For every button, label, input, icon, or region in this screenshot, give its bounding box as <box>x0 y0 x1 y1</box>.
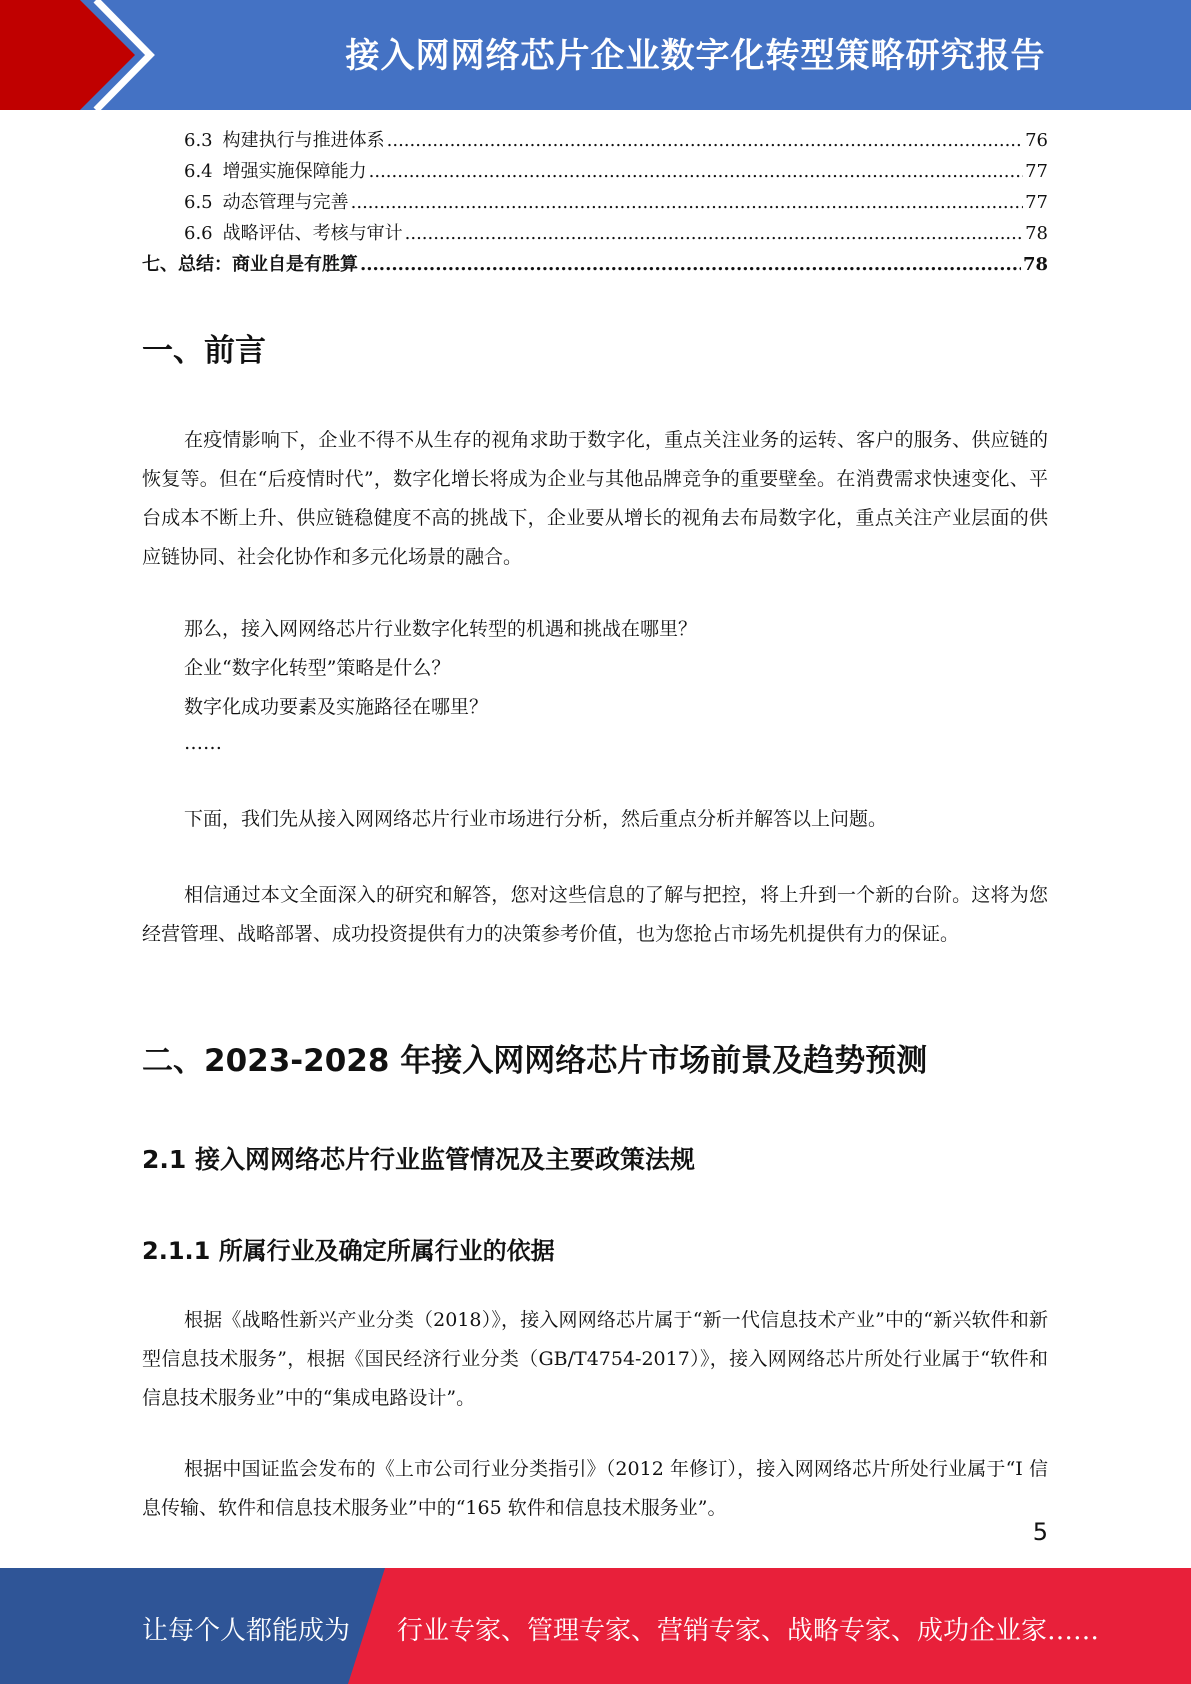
question-line: 数字化成功要素及实施路径在哪里？ <box>184 696 489 718</box>
footer-slogan-right: 行业专家、管理专家、营销专家、战略专家、成功企业家…… <box>397 1616 1100 1646</box>
paragraph: 根据《战略性新兴产业分类（2018）》，接入网网络芯片属于“新一代信息技术产业”中的“新兴软件和新型信息技术服务”，根据《国民经济行业分类（GB/T4754-2017）》，接入网网络芯片所处行业属于“软件和信息技术服务业”中的“集成电路设计”。 <box>142 1309 1048 1409</box>
question-line: 企业“数字化转型”策略是什么？ <box>184 657 451 679</box>
subsubsection-heading: 2.1.1 所属行业及确定所属行业的依据 <box>142 1237 555 1265</box>
section-heading: 二、2023-2028 年接入网网络芯片市场前景及趋势预测 <box>142 1043 928 1079</box>
toc <box>142 125 1048 280</box>
toc-item[interactable] <box>142 218 1048 249</box>
toc-page: 78 <box>1022 254 1048 275</box>
toc-page: 77 <box>1025 161 1048 182</box>
paragraph: 下面，我们先从接入网网络芯片行业市场进行分析，然后重点分析并解答以上问题。 <box>184 808 888 830</box>
toc-page: 78 <box>1025 223 1048 244</box>
toc-title: 动态管理与完善 <box>222 192 349 213</box>
toc-leader <box>369 156 1023 187</box>
toc-leader <box>405 218 1023 249</box>
section-heading: 一、前言 <box>142 333 266 369</box>
footer-banner <box>0 1568 1191 1684</box>
paragraph: 在疫情影响下，企业不得不从生存的视角求助于数字化，重点关注业务的运转、客户的服务、供应链的恢复等。但在“后疫情时代”，数字化增长将成为企业与其他品牌竞争的重要壁垒。在消费需求快速变化、平台成本不断上升、供应链稳健度不高的挑战下，企业要从增长的视角去布局数字化，重点关注产业层面的供应链协同、社会化协作和多元化场景的融合。 <box>142 429 1048 568</box>
header-banner <box>0 0 1191 110</box>
ellipsis-line: …… <box>184 732 222 754</box>
question-line: 那么，接入网网络芯片行业数字化转型的机遇和挑战在哪里？ <box>184 618 698 640</box>
toc-title: 构建执行与推进体系 <box>222 130 385 151</box>
toc-title: 战略评估、考核与审计 <box>222 223 403 244</box>
page-number: 5 <box>1032 1518 1048 1546</box>
toc-number: 6.3 <box>184 130 213 151</box>
toc-item[interactable] <box>142 125 1048 156</box>
toc-page: 77 <box>1025 192 1048 213</box>
toc-leader <box>351 187 1023 218</box>
toc-title: 增强实施保障能力 <box>222 161 367 182</box>
toc-number: 6.5 <box>184 192 213 213</box>
toc-leader <box>387 125 1023 156</box>
page-content <box>142 125 1048 1519</box>
report-title: 接入网网络芯片企业数字化转型策略研究报告 <box>345 36 1046 76</box>
toc-item[interactable] <box>142 156 1048 187</box>
subsection-heading: 2.1 接入网网络芯片行业监管情况及主要政策法规 <box>142 1145 695 1174</box>
paragraph: 根据中国证监会发布的《上市公司行业分类指引》（2012 年修订），接入网网络芯片所处行业属于“I 信息传输、软件和信息技术服务业”中的“165 软件和信息技术服务业”。 <box>142 1458 1048 1519</box>
toc-title: 七、总结：商业自是有胜算 <box>142 254 358 275</box>
paragraph: 相信通过本文全面深入的研究和解答，您对这些信息的了解与把控，将上升到一个新的台阶。这将为您经营管理、战略部署、成功投资提供有力的决策参考价值，也为您抢占市场先机提供有力的保证。 <box>142 884 1048 945</box>
footer-slogan-left: 让每个人都能成为 <box>142 1616 351 1646</box>
toc-leader <box>360 249 1021 280</box>
toc-number: 6.4 <box>184 161 213 182</box>
toc-number: 6.6 <box>184 223 213 244</box>
red-arrow-decoration <box>0 0 160 110</box>
toc-item[interactable] <box>142 187 1048 218</box>
toc-item[interactable] <box>142 249 1048 280</box>
toc-page: 76 <box>1025 130 1048 151</box>
